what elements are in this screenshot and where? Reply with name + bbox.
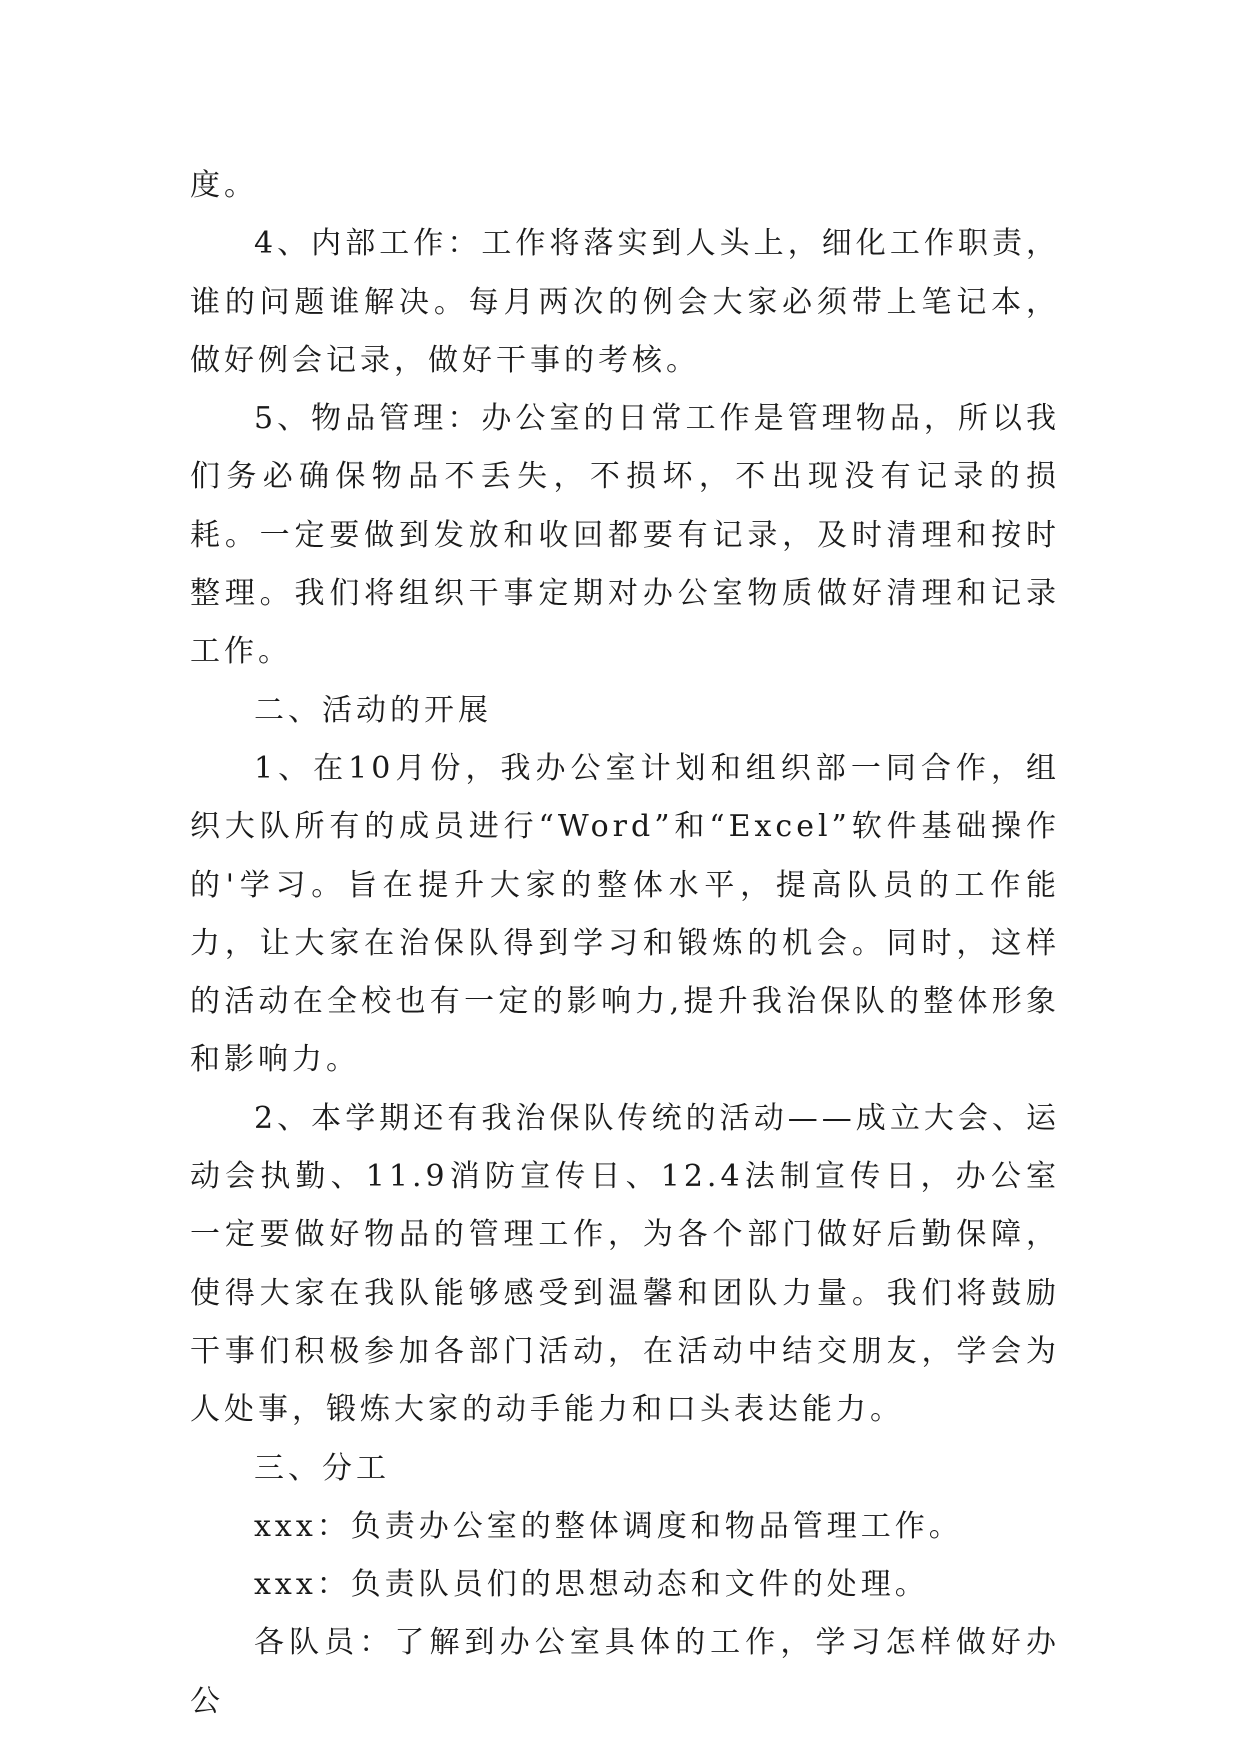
paragraph-activity-2: 2、本学期还有我治保队传统的活动——成立大会、运动会执勤、11.9消防宣传日、12.4法制宣传日，办公室一定要做好物品的管理工作，为各个部门做好后勤保障，使得大家在我队能够感受到温馨和团队力量。我们将鼓励干事们积极参加各部门活动，在活动中结交朋友，学会为人处事，锻炼大家的动手能力和口头表达能力。 [190,1100,1060,1428]
paragraph-item-management: 5、物品管理：办公室的日常工作是管理物品，所以我们务必确保物品不丢失，不损坏，不出现没有记录的损耗。一定要做到发放和收回都要有记录，及时清理和按时整理。我们将组织干事定期对办公室物质做好清理和记录工作。 [190,401,1060,670]
paragraph-duty-1: xxx：负责办公室的整体调度和物品管理工作。 [254,1508,963,1544]
paragraph-duty-members: 各队员：了解到办公室具体的工作，学习怎样做好办公 [190,1625,1060,1719]
document-body [190,157,1060,1731]
heading-division-of-labor: 三、分工 [254,1450,390,1486]
paragraph-activity-1: 1、在10月份，我办公室计划和组织部一同合作，组织大队所有的成员进行“Word”和“Excel”软件基础操作的'学习。旨在提升大家的整体水平，提高队员的工作能力，让大家在治保队得到学习和锻炼的机会。同时，这样的活动在全校也有一定的影响力,提升我治保队的整体形象和影响力。 [190,750,1060,1078]
paragraph-internal-work: 4、内部工作：工作将落实到人头上，细化工作职责，谁的问题谁解决。每月两次的例会大家必须带上笔记本，做好例会记录，做好干事的考核。 [190,226,1060,378]
heading-activities: 二、活动的开展 [254,692,492,728]
paragraph-duty-2: xxx：负责队员们的思想动态和文件的处理。 [254,1567,929,1603]
paragraph-continuation: 度。 [190,168,258,203]
